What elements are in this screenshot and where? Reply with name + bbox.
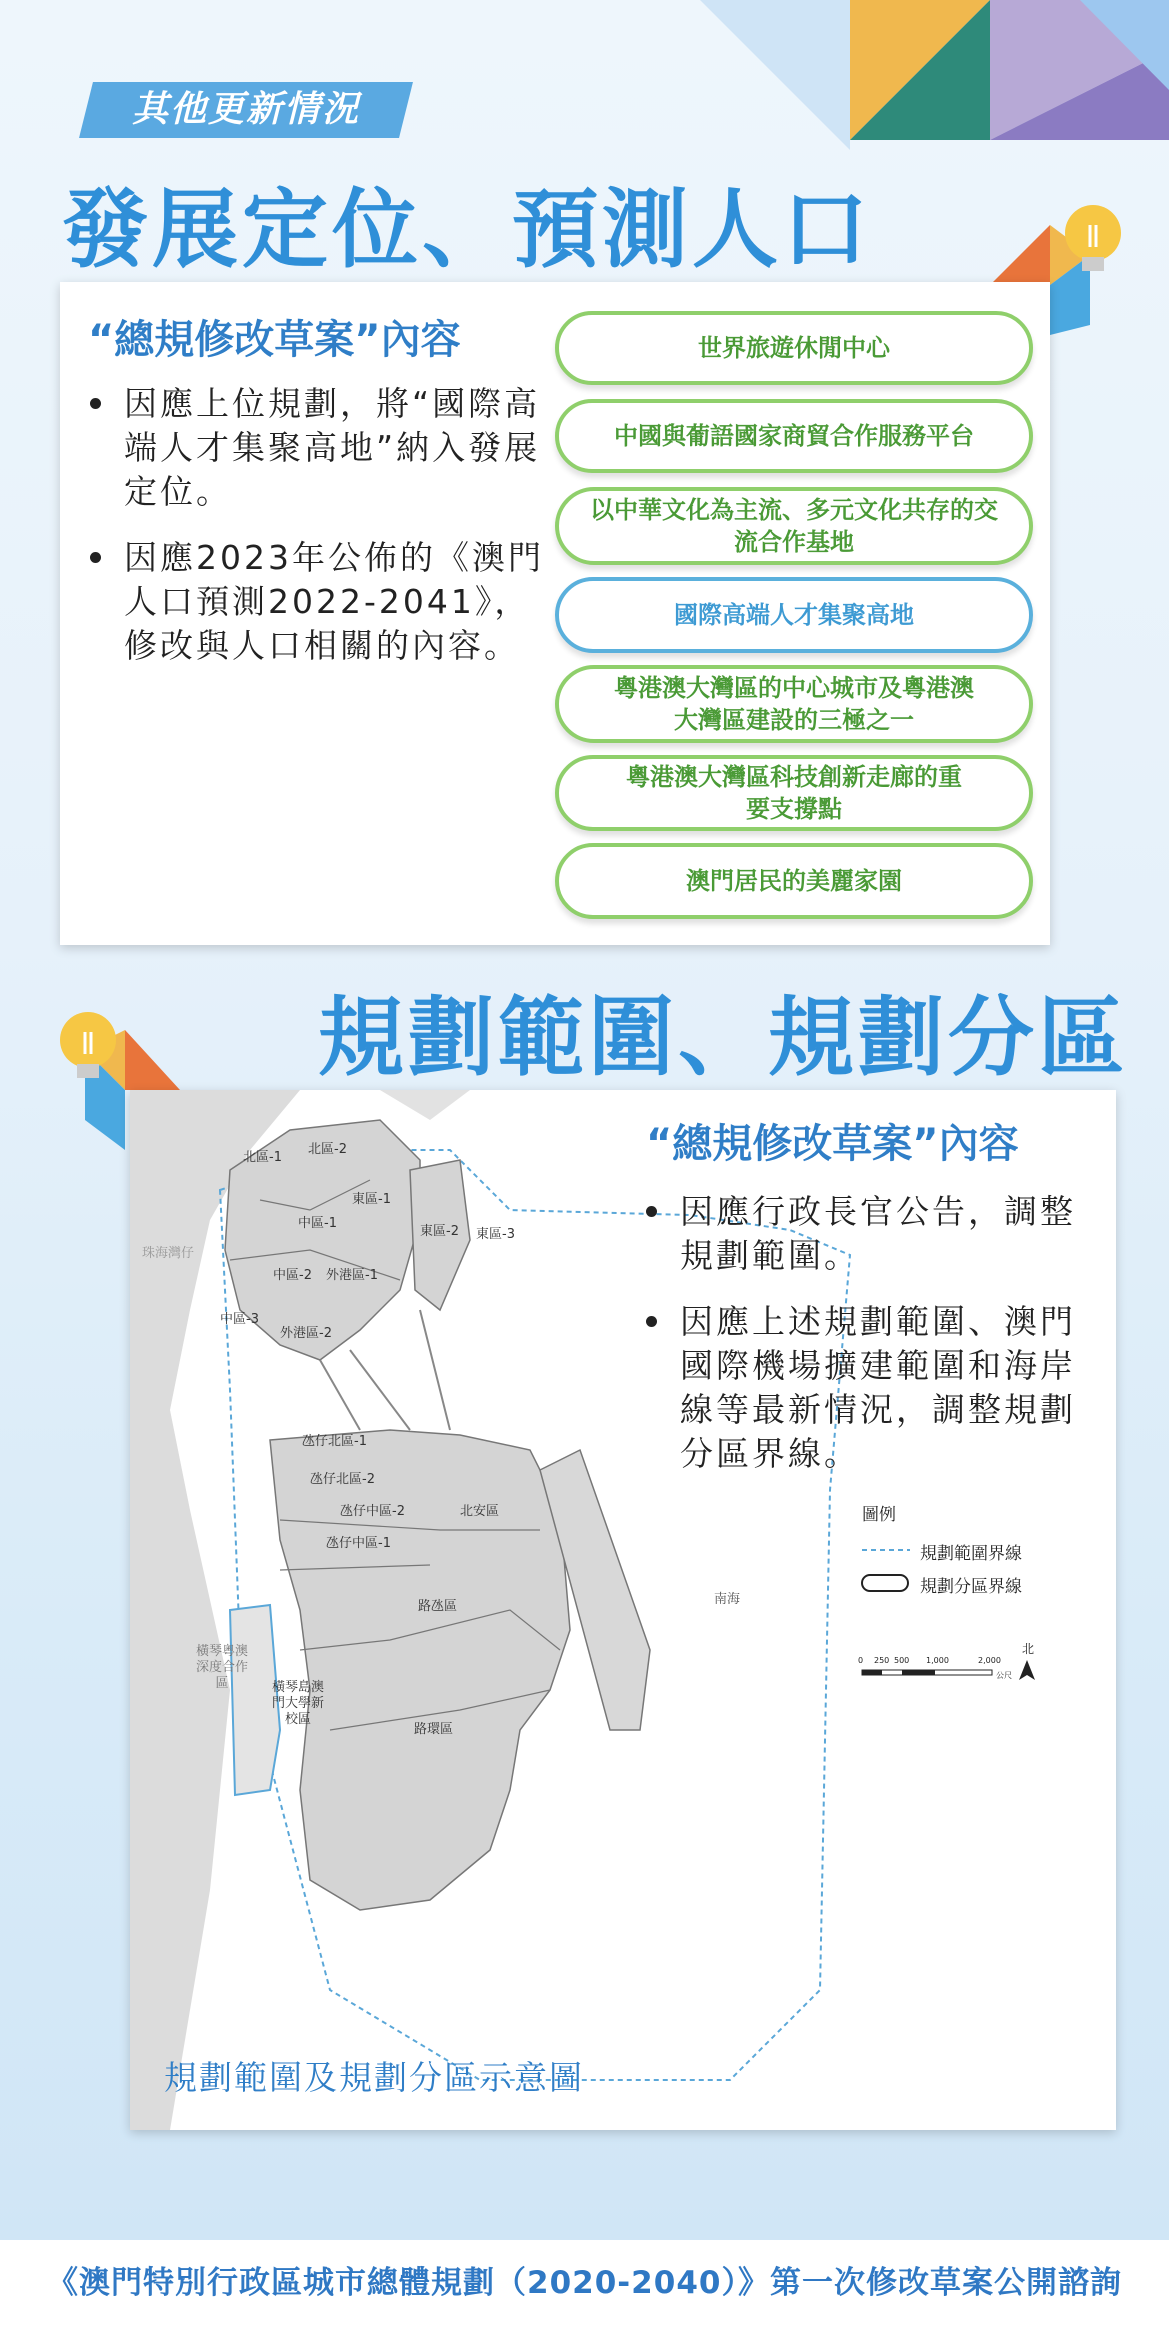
section2-title: 規劃範圍、規劃分區 <box>318 988 1128 1088</box>
zone-label: 氹仔北區-2 <box>310 1472 375 1487</box>
planning-card <box>130 1090 1116 2130</box>
place-label: 南海 <box>714 1592 741 1607</box>
north-label: 北 <box>1022 1642 1035 1656</box>
zone-label: 中區-2 <box>273 1268 312 1283</box>
positioning-pill: 澳門居民的美麗家園 <box>555 843 1033 919</box>
bullet-item: 因應上位規劃，將“國際高端人才集聚高地”納入發展定位。 <box>84 382 564 514</box>
zone-label: 東區-3 <box>476 1227 515 1242</box>
zone-label: 北區-2 <box>308 1142 347 1157</box>
zone-label: 氹仔中區-2 <box>340 1504 405 1519</box>
section1-title: 發展定位、預測人口 <box>62 180 872 280</box>
corner-decoration <box>700 0 1169 150</box>
scale-label-500: 500 <box>894 1656 910 1665</box>
scale-label-1000: 1,000 <box>926 1656 949 1665</box>
legend-zone-boundary: 規劃分區界線 <box>920 1577 1022 1597</box>
zone-label: 氹仔中區-1 <box>326 1536 391 1551</box>
footer-title: 《澳門特別行政區城市總體規劃（2020-2040）》第一次修改草案公開諮詢 <box>47 2265 1122 2301</box>
bullet-item: 因應2023年公佈的《澳門人口預測2022-2041》，修改與人口相關的內容。 <box>84 536 564 668</box>
zone-label: 路氹區 <box>418 1599 458 1614</box>
zone-label: 東區-2 <box>420 1224 459 1239</box>
zone-label: 北區-1 <box>243 1150 282 1165</box>
bullet-item: 因應上述規劃範圍、澳門國際機場擴建範圍和海岸線等最新情況，調整規劃分區界線。 <box>640 1300 1080 1476</box>
scale-label-2000: 2,000 <box>978 1656 1001 1665</box>
zone-label: 外港區-1 <box>326 1268 378 1283</box>
positioning-pill: 粵港澳大灣區的中心城市及粵港澳大灣區建設的三極之一 <box>555 665 1033 743</box>
positioning-pill: 中國與葡語國家商貿合作服務平台 <box>555 399 1033 473</box>
bullet-list <box>640 1190 1080 1498</box>
place-label: 橫琴粵澳深度合作區 <box>195 1644 248 1691</box>
positioning-pill: 粵港澳大灣區科技創新走廊的重要支撐點 <box>555 755 1033 831</box>
section-tag: 其他更新情況 <box>131 89 360 130</box>
positioning-pill-highlight: 國際高端人才集聚高地 <box>555 577 1033 653</box>
positioning-pill: 世界旅遊休閒中心 <box>555 311 1033 385</box>
zone-label: 外港區-2 <box>280 1326 332 1341</box>
card-title: “總規修改草案”內容 <box>646 1121 1019 1167</box>
scale-unit: 公尺 <box>996 1671 1012 1680</box>
bullet-item: 因應行政長官公告，調整規劃範圍。 <box>640 1190 1080 1278</box>
zone-label: 中區-3 <box>220 1312 259 1327</box>
zone-label: 氹仔北區-1 <box>302 1434 367 1449</box>
positioning-pill: 以中華文化為主流、多元文化共存的交流合作基地 <box>555 487 1033 565</box>
scale-label-250: 250 <box>874 1656 890 1665</box>
scale-label-0: 0 <box>858 1656 864 1665</box>
zone-label: 中區-1 <box>298 1216 337 1231</box>
legend-planning-boundary: 規劃範圍界線 <box>920 1544 1022 1564</box>
zone-label: 東區-1 <box>352 1192 391 1207</box>
card-title: “總規修改草案”內容 <box>88 317 461 363</box>
bullet-list <box>84 382 564 690</box>
legend-title: 圖例 <box>862 1505 896 1525</box>
zone-label: 北安區 <box>460 1504 500 1519</box>
place-label: 珠海灣仔 <box>142 1246 195 1261</box>
zone-label: 橫琴島澳門大學新校區 <box>271 1680 324 1727</box>
map-caption: 規劃範圍及規劃分區示意圖 <box>164 2058 584 2097</box>
zone-label: 路環區 <box>414 1722 454 1737</box>
